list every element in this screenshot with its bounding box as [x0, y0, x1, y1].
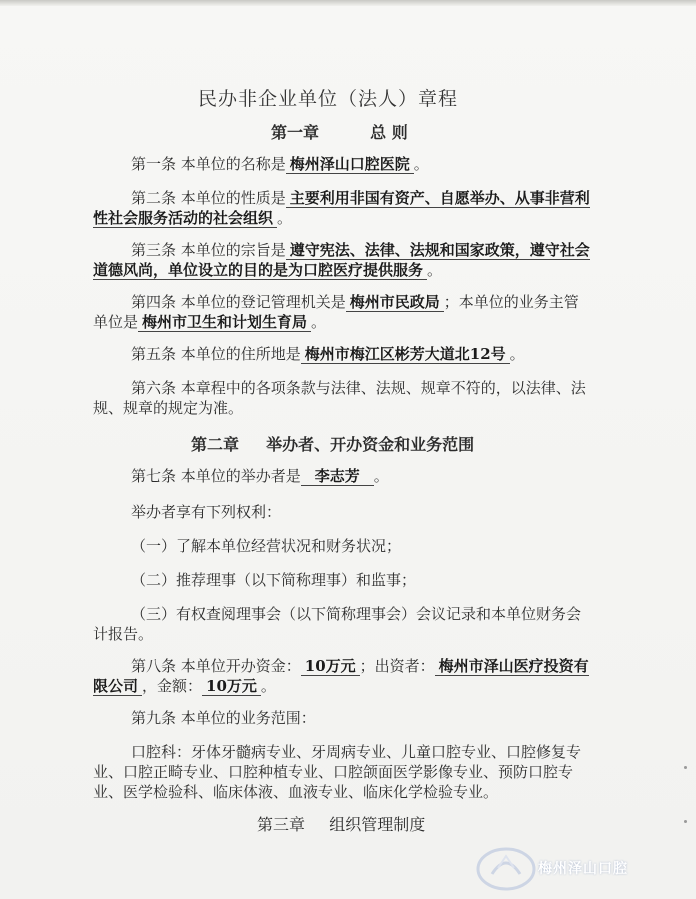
chapter-3-title: 组织管理制度: [329, 815, 426, 834]
scan-mark: [684, 766, 687, 769]
article-5: [93, 344, 593, 364]
chapter-1-label: 第一章: [271, 123, 320, 142]
article-4-suffix: 。: [311, 313, 327, 331]
article-2: [93, 188, 593, 228]
article-3: [93, 240, 593, 280]
article-8-mid: ；出资者：: [359, 657, 435, 675]
article-7-suffix: 。: [373, 467, 389, 485]
article-5-text: 第五条 本单位的住所地是: [131, 345, 301, 363]
capital-value: 10万元: [301, 657, 360, 676]
chapter-1-title: 总 则: [370, 123, 408, 142]
rights-intro: 举办者享有下列权利：: [131, 503, 282, 521]
scan-mark: [684, 820, 687, 823]
chapter-3-heading: [257, 812, 425, 835]
article-7-text: 第七条 本单位的举办者是: [131, 467, 301, 485]
article-8-suffix: 。: [260, 677, 276, 695]
article-8-text: 第八条 本单位开办资金：: [131, 657, 301, 675]
article-4-text: 第四条 本单位的登记管理机关是: [131, 293, 346, 311]
unit-name-value: 梅州泽山口腔医院: [286, 155, 414, 174]
amount-value: 10万元: [202, 677, 261, 696]
article-1-suffix: 。: [413, 155, 429, 173]
chapter-3-label: 第三章: [257, 815, 306, 834]
article-8: [93, 656, 593, 696]
article-6: 第六条 本章程中的各项条款与法律、法规、规章不符的，以法律、法规、规章的规定为准。: [93, 379, 586, 417]
article-3-suffix: 。: [427, 261, 443, 279]
scan-edge: [0, 0, 696, 6]
article-5-suffix: 。: [509, 345, 525, 363]
unit-nature-value: 主要利用非国有资产、自愿举办、从事非营利性社会服务活动的社会组织: [93, 189, 590, 227]
right-2: （二）推荐理事（以下简称理事）和监事；: [131, 571, 417, 589]
chapter-2-heading: [191, 432, 474, 455]
watermark-text: 梅州泽山口腔: [538, 861, 628, 877]
right-1: （一）了解本单位经营状况和财务状况；: [131, 537, 402, 555]
registration-authority-value: 梅州市民政局: [346, 293, 444, 312]
article-8-mid2: ，金额：: [142, 677, 203, 695]
article-1: [93, 154, 593, 174]
unit-purpose-value: 遵守宪法、法律、法规和国家政策，遵守社会道德风尚，单位设立的目的是为口腔医疗提供服务: [93, 241, 590, 279]
address-value: 梅州市梅江区彬芳大道北12号: [301, 345, 510, 364]
founder-value: 李志芳: [301, 467, 374, 486]
chapter-2-label: 第二章: [191, 435, 240, 454]
chapter-1-heading: [271, 120, 408, 143]
article-4: [93, 292, 593, 332]
supervising-unit-value: 梅州市卫生和计划生育局: [138, 313, 311, 332]
right-3: （三）有权查阅理事会（以下简称理事会）会议记录和本单位财务会计报告。: [93, 605, 582, 643]
business-scope: 口腔科：牙体牙髓病专业、牙周病专业、儿童口腔专业、口腔修复专业、口腔正畸专业、口腔种植专业、口腔颌面医学影像专业、预防口腔专业、医学检验科、临床体液、血液专业、临床化学检验专业。: [93, 743, 582, 801]
article-7: [93, 466, 593, 486]
article-1-text: 第一条 本单位的名称是: [131, 155, 286, 173]
article-2-suffix: 。: [277, 209, 293, 227]
investor-value: 梅州市泽山医疗投资有限公司: [93, 657, 589, 695]
article-4-mid: ；本单位的业务主管单位是: [93, 293, 579, 331]
chapter-2-title: 举办者、开办资金和业务范围: [266, 435, 475, 454]
article-9: 第九条 本单位的业务范围：: [131, 709, 316, 727]
article-2-text: 第二条 本单位的性质是: [131, 189, 286, 207]
article-3-text: 第三条 本单位的宗旨是: [131, 241, 286, 259]
document-title: 民办非企业单位（法人）章程: [198, 88, 459, 110]
